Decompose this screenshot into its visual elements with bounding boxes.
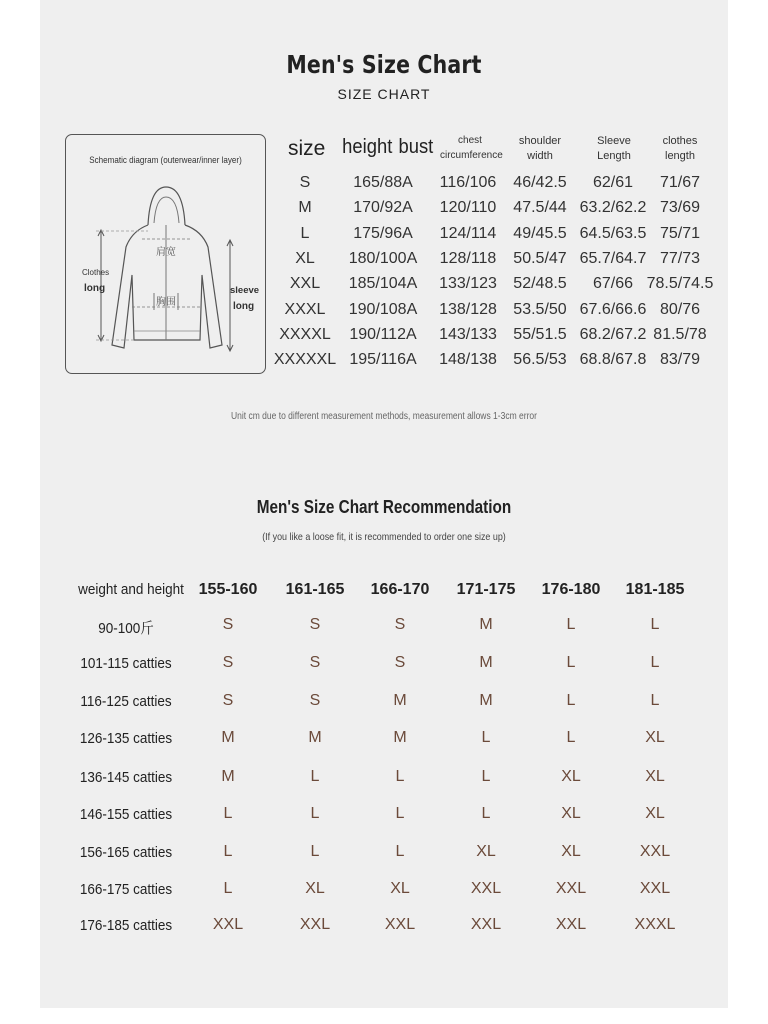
recommended-size-cell: M [308,729,322,746]
chest-label: 胸围 [156,297,176,308]
recommended-size-cell: L [310,843,320,860]
recommended-size-cell: M [393,692,407,709]
size-cell-sleeve: 67/66 [592,275,634,292]
recommended-size-cell: S [222,654,234,671]
recommended-size-cell: XL [561,768,581,785]
size-cell-sleeve: 68.8/67.8 [579,351,647,368]
recommended-size-cell: L [481,768,491,785]
size-cell-size: XXXL [284,301,326,318]
size-cell-size: L [300,225,310,242]
diagram-title: Schematic diagram (outerwear/inner layer) [89,155,242,166]
weight-label: 126-135 catties [79,730,173,747]
size-cell-sleeve: 65.7/64.7 [579,250,647,267]
size-cell-chest: 116/106 [439,174,497,191]
size-cell-shoulder: 56.5/53 [513,351,567,368]
sleeve-label: sleeve [230,285,260,296]
recommendation-subtitle: (If you like a loose fit, it is recommended to order one size up) [262,531,506,543]
size-cell-sleeve: 68.2/67.2 [579,326,647,343]
recommended-size-cell: M [479,692,493,709]
recommended-size-cell: S [309,692,321,709]
size-cell-chest: 138/128 [439,301,497,318]
size-cell-height-bust: 190/108A [348,301,418,318]
weight-label: 146-155 catties [79,806,173,823]
size-cell-clothes-length: 81.5/78 [653,326,707,343]
height-header: 161-165 [285,581,345,598]
size-cell-size: M [298,199,312,216]
schematic-diagram [65,134,266,374]
recommended-size-cell: M [479,616,493,633]
recommended-size-cell: M [393,729,407,746]
clothes-long-label: long [84,283,106,294]
recommended-size-cell: XL [476,843,496,860]
size-cell-clothes-length: 77/73 [659,250,701,267]
weight-label: 116-125 catties [80,693,172,710]
weight-label: 166-175 catties [79,881,173,898]
recommended-size-cell: L [650,616,660,633]
recommended-size-cell: M [221,729,235,746]
recommended-size-cell: L [481,805,491,822]
recommended-size-cell: L [566,729,576,746]
clothes-label: Clothes [82,268,110,277]
size-cell-size: S [299,174,311,191]
recommended-size-cell: L [395,805,405,822]
recommended-size-cell: XXXL [634,916,676,933]
recommendation-title: Men's Size Chart Recommendation [256,497,512,517]
height-header: 181-185 [625,581,685,598]
size-cell-size: XL [295,250,315,267]
size-cell-shoulder: 50.5/47 [513,250,567,267]
recommended-size-cell: XXL [470,880,502,897]
header-bust: bust [398,136,434,158]
recommended-size-cell: XL [561,805,581,822]
recommended-size-cell: L [650,692,660,709]
weight-label: 136-145 catties [79,769,173,786]
recommended-size-cell: XL [305,880,325,897]
recommended-size-cell: S [222,616,234,633]
size-cell-size: XXXXL [279,326,331,343]
recommended-size-cell: S [309,654,321,671]
height-header: 171-175 [456,581,516,598]
size-cell-chest: 124/114 [439,225,497,242]
size-cell-clothes-length: 71/67 [659,174,701,191]
recommended-size-cell: XXL [384,916,416,933]
size-cell-sleeve: 62/61 [592,174,634,191]
recommended-size-cell: L [566,616,576,633]
size-cell-clothes-length: 80/76 [659,301,701,318]
recommended-size-cell: XXL [555,916,587,933]
size-cell-chest: 148/138 [439,351,497,368]
size-cell-sleeve: 67.6/66.6 [579,301,647,318]
recommended-size-cell: XXL [299,916,331,933]
weight-label: 90-100斤 [98,620,154,637]
recommended-size-cell: XL [390,880,410,897]
recommended-size-cell: XL [645,768,665,785]
recommended-size-cell: L [223,880,233,897]
header-size: size [288,137,326,160]
recommended-size-cell: S [394,616,406,633]
recommended-size-cell: XXL [470,916,502,933]
size-cell-sleeve: 63.2/62.2 [579,199,647,216]
recommended-size-cell: XXL [639,880,671,897]
recommended-size-cell: L [566,692,576,709]
header-sleeve: Sleeve Length [597,135,631,162]
sleeve-long-label: long [233,301,255,312]
recommended-size-cell: L [395,843,405,860]
recommended-size-cell: S [222,692,234,709]
weight-label: 156-165 catties [79,844,173,861]
header-height: height [342,136,393,158]
size-cell-shoulder: 53.5/50 [513,301,567,318]
height-header: 166-170 [370,581,430,598]
size-cell-shoulder: 49/45.5 [513,225,567,242]
recommended-size-cell: XL [561,843,581,860]
recommended-size-cell: L [223,805,233,822]
recommended-size-cell: XXL [212,916,244,933]
size-cell-chest: 128/118 [439,250,497,267]
size-cell-chest: 120/110 [439,199,497,216]
size-cell-clothes-length: 78.5/74.5 [646,275,714,292]
size-cell-height-bust: 180/100A [348,250,418,267]
size-cell-chest: 133/123 [439,275,497,292]
size-cell-sleeve: 64.5/63.5 [579,225,647,242]
header-shoulder: shoulder width [518,135,562,162]
recommended-size-cell: S [309,616,321,633]
size-cell-shoulder: 55/51.5 [513,326,567,343]
recommended-size-cell: XL [645,729,665,746]
recommended-size-cell: L [223,843,233,860]
recommended-size-cell: XXL [639,843,671,860]
weight-label: 101-115 catties [80,655,172,672]
size-cell-height-bust: 190/112A [349,326,417,343]
size-cell-shoulder: 46/42.5 [513,174,567,191]
size-cell-clothes-length: 83/79 [659,351,701,368]
recommended-size-cell: M [479,654,493,671]
size-cell-shoulder: 52/48.5 [513,275,567,292]
size-cell-height-bust: 185/104A [348,275,418,292]
size-cell-height-bust: 165/88A [353,174,413,191]
recommended-size-cell: L [650,654,660,671]
recommended-size-cell: L [310,805,320,822]
size-cell-height-bust: 175/96A [353,225,413,242]
page-title: Men's Size Chart [286,50,482,79]
page-subtitle: SIZE CHART [337,86,431,102]
weight-label: 176-185 catties [79,917,173,934]
size-cell-height-bust: 170/92A [353,199,413,216]
recommended-size-cell: S [394,654,406,671]
recommended-size-cell: XXL [555,880,587,897]
height-header: 176-180 [541,581,601,598]
recommended-size-cell: XL [645,805,665,822]
recommended-size-cell: L [395,768,405,785]
recommended-size-cell: M [221,768,235,785]
measurement-note: Unit cm due to different measurement methods, measurement allows 1-3cm error [231,411,537,422]
size-cell-size: XXL [289,275,321,292]
size-cell-shoulder: 47.5/44 [513,199,567,216]
shoulder-label: 肩宽 [156,247,176,258]
size-cell-chest: 143/133 [439,326,497,343]
size-cell-height-bust: 195/116A [349,351,417,368]
corner-label: weight and height [78,581,184,598]
recommended-size-cell: L [566,654,576,671]
header-chest: chest circumference [440,135,503,161]
size-cell-clothes-length: 73/69 [659,199,701,216]
recommended-size-cell: L [481,729,491,746]
header-clothes-length: clothes length [662,135,698,162]
height-header: 155-160 [198,581,258,598]
recommended-size-cell: L [310,768,320,785]
size-cell-clothes-length: 75/71 [659,225,701,242]
size-cell-size: XXXXXL [273,351,337,368]
